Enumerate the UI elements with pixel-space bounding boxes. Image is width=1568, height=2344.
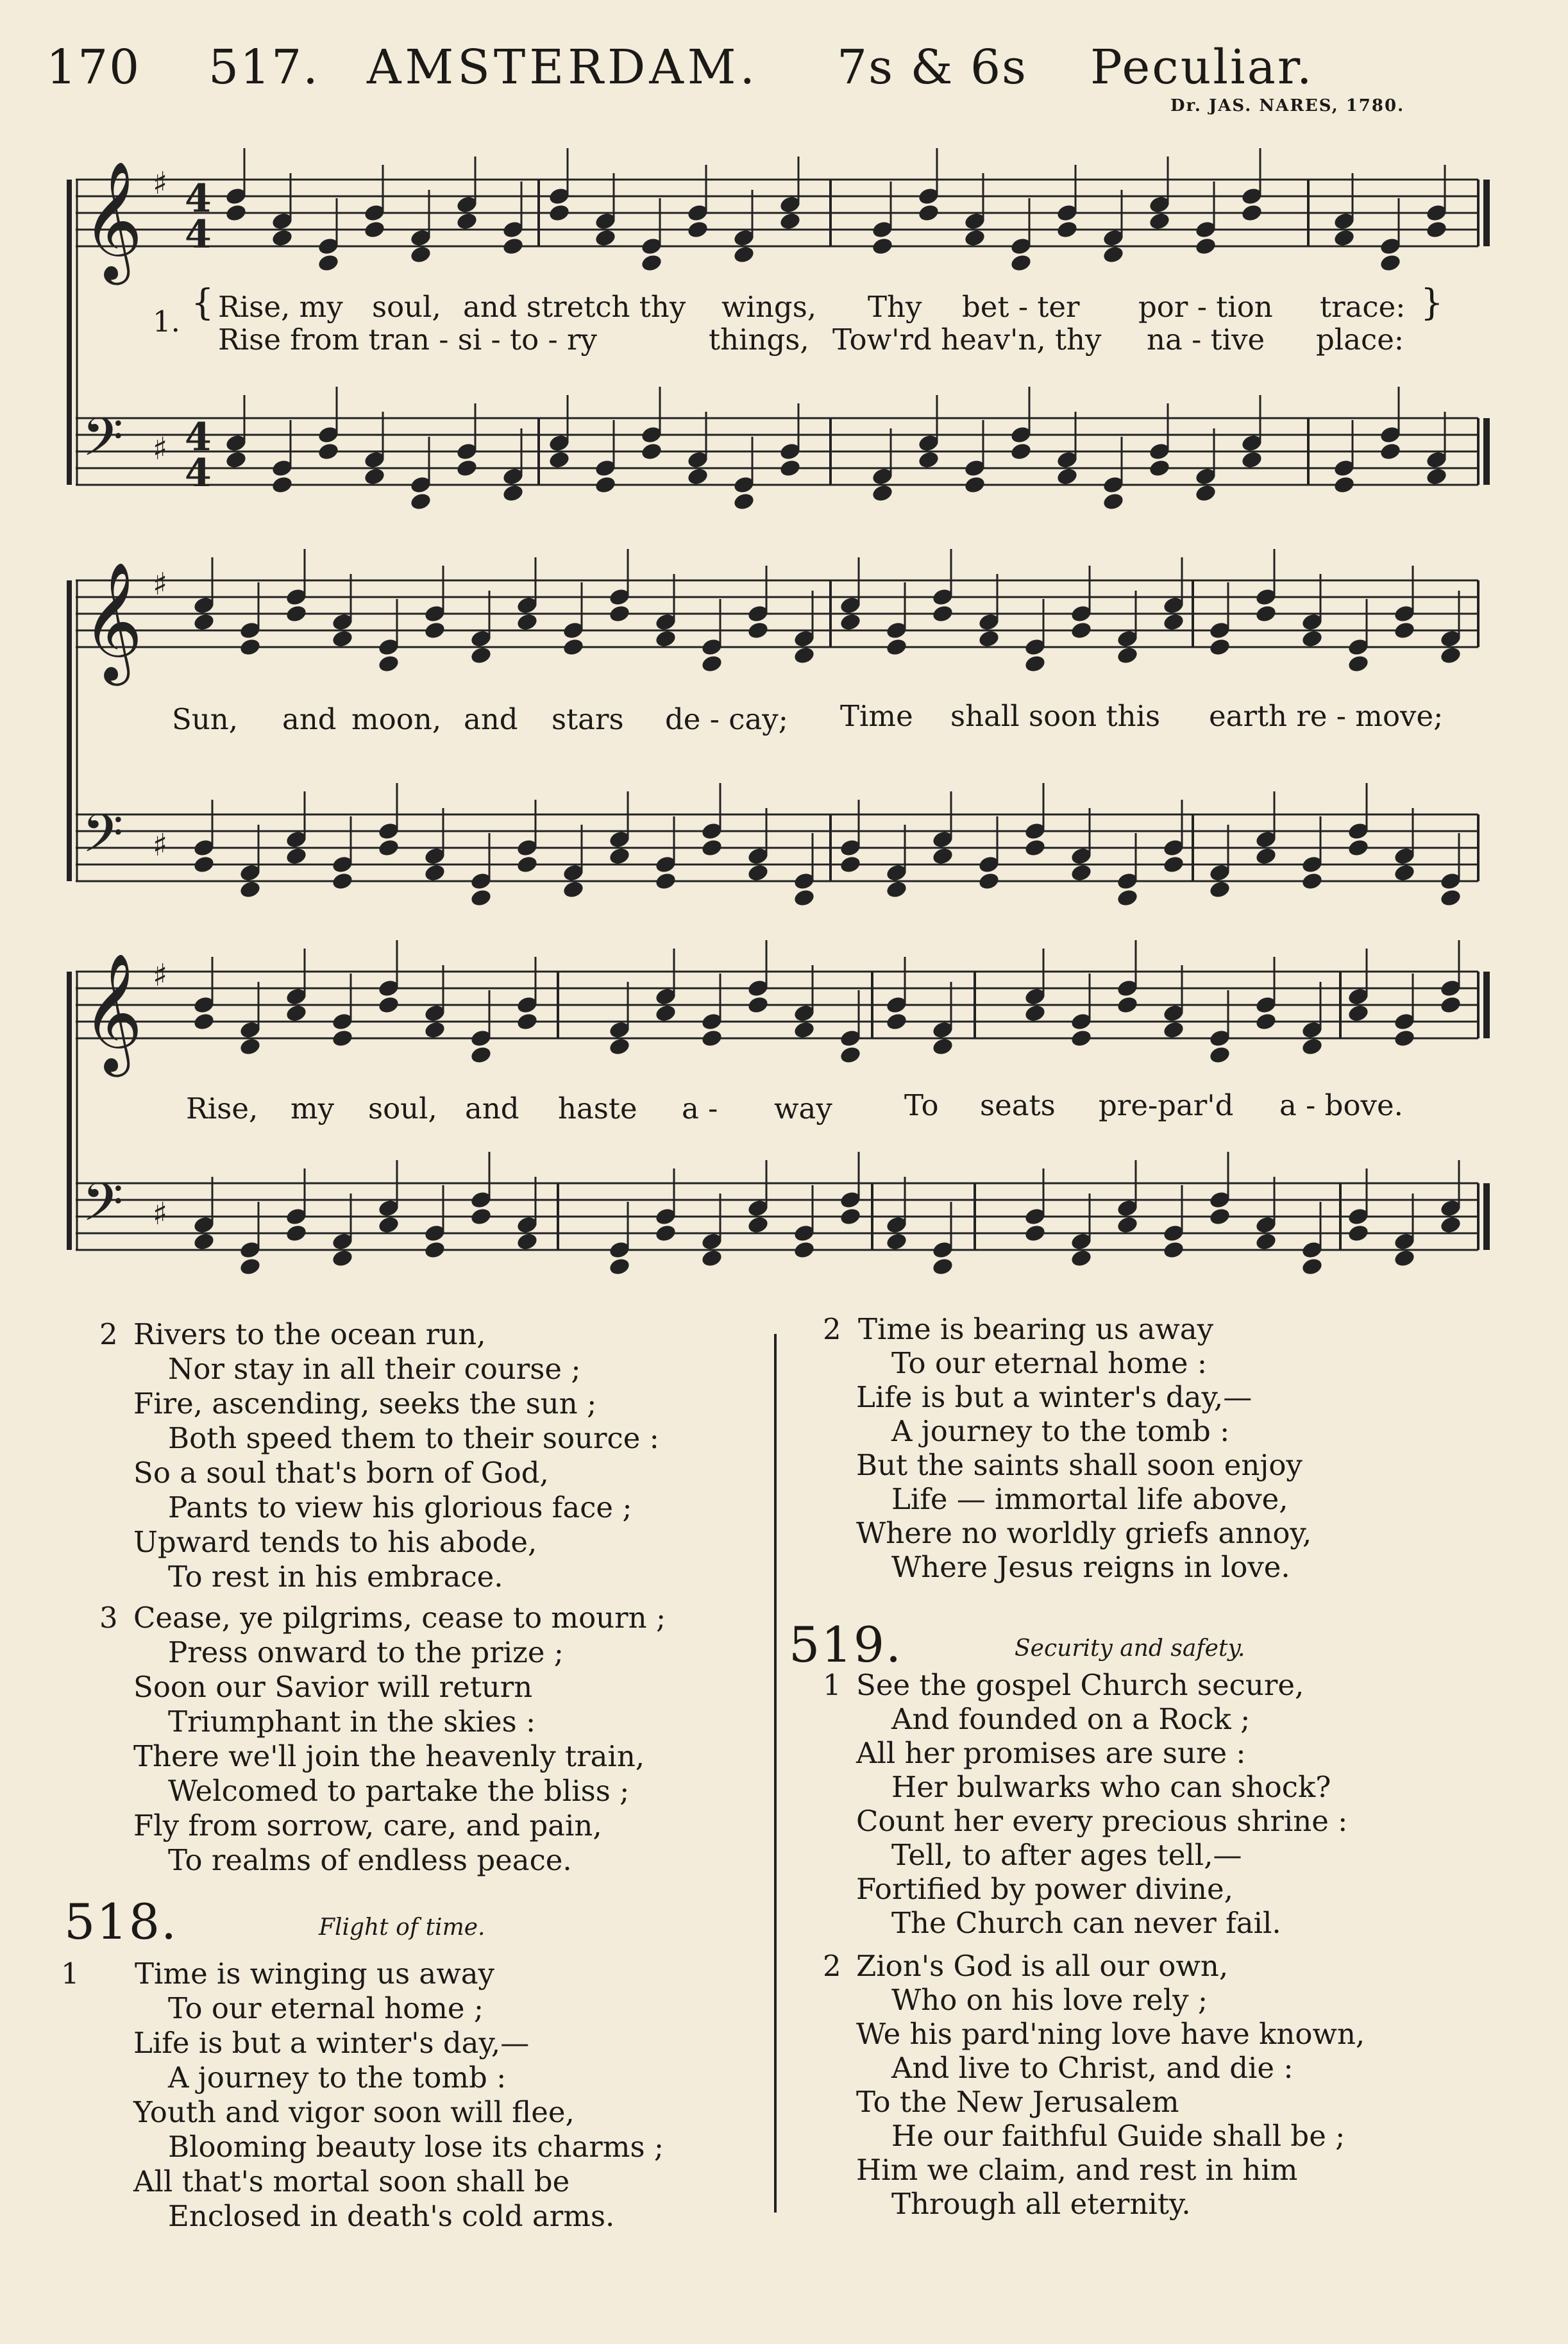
note-head [1194, 484, 1217, 503]
final-bar-line [1483, 972, 1490, 1038]
note-head [224, 450, 248, 470]
note-head [423, 1240, 446, 1260]
verse-line: Zion's God is all our own, [856, 1949, 1229, 1983]
note-head [1116, 888, 1139, 908]
note-head [192, 612, 215, 632]
verse-line: Triumphant in the skies : [168, 1705, 536, 1739]
note-head [1148, 212, 1171, 232]
verse-line: All that's mortal soon shall be [133, 2164, 570, 2198]
note-head [455, 459, 478, 478]
verse-line: Where no worldly griefs annoy, [856, 1516, 1312, 1550]
note-head [608, 1037, 631, 1057]
note-head [377, 1215, 400, 1235]
verse-line: To our eternal home : [891, 1346, 1208, 1380]
note-head [1393, 863, 1416, 883]
verse-line: Blooming beauty lose its charms ; [168, 2130, 664, 2164]
verse-line: All her promises are sure : [856, 1736, 1246, 1770]
note-head [1347, 654, 1370, 674]
note-head [377, 995, 400, 1015]
note-head [793, 646, 816, 666]
lyric-s3-7: way [774, 1092, 832, 1126]
final-bar-line [1483, 180, 1490, 246]
lyric-1-8: trace: [1320, 290, 1406, 324]
verse-line: We his pard'ning love have known, [856, 2017, 1365, 2051]
note-head [700, 1249, 723, 1269]
note-head [746, 1215, 770, 1235]
note-head [1301, 872, 1324, 891]
verse-line: Press onward to the prize ; [168, 1635, 564, 1669]
note-head [192, 1012, 215, 1032]
verse-line: A journey to the tomb : [891, 1414, 1230, 1448]
note-head [1393, 1029, 1416, 1049]
note-head [363, 467, 386, 487]
note-head [931, 1257, 954, 1277]
verse-line: To the New Jerusalem [856, 2085, 1179, 2119]
lyric-s3-5: haste [558, 1092, 637, 1126]
lyric-s3-4: and [465, 1092, 519, 1126]
note-head [732, 492, 755, 512]
stanza-number: 1 [61, 1957, 80, 1991]
note-head [1162, 1240, 1185, 1260]
sharp-icon: ♯ [153, 827, 168, 863]
final-bar-line [1483, 1183, 1490, 1250]
verse-line: Rivers to the ocean run, [133, 1317, 486, 1351]
lyric-1-7: por - tion [1138, 290, 1273, 324]
treble-clef-icon: 𝄞 [82, 952, 143, 1072]
note-head [871, 237, 894, 257]
bass-clef-icon: 𝄢 [82, 406, 124, 481]
note-head [1148, 459, 1171, 478]
verse-line: Both speed them to their source : [168, 1421, 659, 1455]
note-head [1347, 838, 1370, 858]
note-head [654, 629, 677, 649]
verse-line: Fly from sorrow, care, and pain, [133, 1809, 602, 1842]
treble-clef-icon: 𝄞 [82, 160, 143, 280]
time-signature-bottom: 4 [185, 212, 212, 257]
verse-line: Pants to view his glorious face ; [168, 1490, 632, 1524]
verse-line: Cease, ye pilgrims, cease to mourn ; [133, 1601, 666, 1635]
note-head [1240, 450, 1263, 470]
bass-clef-icon: 𝄢 [82, 802, 124, 877]
note-head [1333, 475, 1356, 495]
note-head [1347, 1224, 1370, 1244]
stanza-number: 2 [823, 1312, 841, 1346]
note-head [1116, 1215, 1139, 1235]
lyric-s2-7: Time [840, 699, 913, 733]
note-head [963, 475, 986, 495]
note-head [793, 888, 816, 908]
note-head [423, 621, 446, 641]
note-head [1208, 637, 1231, 657]
note-head [1056, 220, 1079, 240]
verse-line: Enclosed in death's cold arms. [168, 2199, 615, 2233]
lyric-2-1: Rise from tran - si - to - ry [218, 323, 597, 357]
note-head [1301, 629, 1324, 649]
stanza-number: 1 [823, 1668, 841, 1702]
verse-line: There we'll join the heavenly train, [133, 1739, 645, 1773]
note-head [1439, 995, 1462, 1015]
note-head [700, 1029, 723, 1049]
note-head [1194, 237, 1217, 257]
note-head [502, 237, 525, 257]
note-head [1254, 847, 1277, 866]
note-head [285, 1224, 308, 1244]
time-signature-top: 4 [185, 415, 212, 460]
note-head [1379, 253, 1402, 273]
lyric-s3-9: seats [980, 1088, 1056, 1122]
note-head [608, 847, 631, 866]
note-head [917, 203, 940, 223]
note-head [1425, 220, 1448, 240]
verse-line: Life is but a winter's day,— [856, 1380, 1252, 1414]
note-head [1208, 880, 1231, 900]
bass-clef-icon: 𝄢 [82, 1171, 124, 1246]
note-head [640, 253, 663, 273]
lyric-1-4: wings, [721, 290, 817, 324]
verse-line: Fire, ascending, seeks the sun ; [133, 1387, 597, 1421]
hymn-518-number: 518. [64, 1893, 178, 1950]
note-head [931, 604, 954, 624]
note-head [871, 484, 894, 503]
note-head [409, 492, 432, 512]
note-head [1240, 203, 1263, 223]
note-head [331, 1029, 354, 1049]
stanza-number: 2 [823, 1949, 841, 1983]
note-head [317, 442, 340, 462]
verse-line: Where Jesus reigns in love. [891, 1550, 1290, 1584]
note-head [469, 888, 493, 908]
note-head [271, 475, 294, 495]
note-head [562, 637, 585, 657]
stanza-number: 2 [99, 1317, 118, 1351]
note-head [1009, 253, 1033, 273]
note-head [192, 1232, 215, 1252]
note-head [192, 855, 215, 875]
lyric-s3-3: soul, [368, 1092, 437, 1126]
note-head [423, 1020, 446, 1040]
note-head [1102, 245, 1125, 265]
note-head [317, 253, 340, 273]
note-head [1439, 1215, 1462, 1235]
verse-line: Life is but a winter's day,— [133, 2026, 530, 2060]
lyric-1-2: soul, [372, 290, 441, 324]
note-head [654, 1224, 677, 1244]
hymn-519-number: 519. [789, 1616, 903, 1673]
note-head [1379, 442, 1402, 462]
note-head [793, 1020, 816, 1040]
note-head [793, 1240, 816, 1260]
note-head [285, 604, 308, 624]
note-head [917, 450, 940, 470]
note-head [239, 1037, 262, 1057]
note-head [516, 1012, 539, 1032]
sharp-icon: ♯ [153, 957, 168, 993]
note-head [885, 1232, 908, 1252]
hymn-518-topic: Flight of time. [319, 1914, 485, 1941]
lyric-2-3: Tow'rd heav'n, thy [832, 323, 1102, 357]
note-head [1024, 654, 1047, 674]
verse-number: 1. [153, 305, 180, 339]
right-brace: } [1420, 282, 1444, 324]
note-head [1254, 1232, 1277, 1252]
note-head [377, 838, 400, 858]
lyric-s2-8: shall soon this [950, 699, 1161, 733]
time-signature-bottom: 4 [185, 451, 212, 496]
note-head [746, 995, 770, 1015]
note-head [1301, 1037, 1324, 1057]
verse-line: Through all eternity. [891, 2187, 1191, 2221]
lyric-s2-3: moon, [351, 702, 442, 736]
note-head [271, 228, 294, 248]
note-head [1208, 1207, 1231, 1227]
note-head [377, 654, 400, 674]
lyric-1-1: Rise, my [218, 290, 343, 324]
note-head [423, 863, 446, 883]
note-head [640, 442, 663, 462]
note-head [1439, 888, 1462, 908]
note-head [516, 855, 539, 875]
note-head [885, 880, 908, 900]
note-head [1024, 838, 1047, 858]
lyric-s3-1: Rise, [186, 1092, 258, 1126]
lyric-s2-1: Sun, [172, 702, 239, 736]
note-head [239, 1257, 262, 1277]
composer: Dr. JAS. NARES, 1780. [1170, 96, 1405, 115]
verse-line: To realms of endless peace. [168, 1843, 572, 1877]
note-head [331, 629, 354, 649]
time-signature-top: 4 [185, 176, 212, 221]
note-head [1439, 646, 1462, 666]
verse-line: Fortified by power divine, [856, 1872, 1233, 1906]
sharp-icon: ♯ [153, 566, 168, 602]
note-head [285, 847, 308, 866]
note-head [1393, 621, 1416, 641]
lyric-1-5: Thy [868, 290, 922, 324]
lyric-s2-9: earth re - move; [1209, 699, 1444, 733]
note-head [548, 450, 571, 470]
note-head [1024, 1004, 1047, 1024]
sharp-icon: ♯ [153, 165, 168, 201]
note-head [1070, 1249, 1093, 1269]
note-head [931, 1037, 954, 1057]
note-head [1070, 1029, 1093, 1049]
note-head [1162, 612, 1185, 632]
verse-line: And founded on a Rock ; [891, 1702, 1251, 1736]
verse-line: So a soul that's born of God, [133, 1456, 549, 1490]
verse-line: To rest in his embrace. [168, 1560, 503, 1594]
note-head [885, 637, 908, 657]
lyric-1-3: and stretch thy [463, 290, 686, 324]
note-head [839, 1045, 862, 1065]
column-divider [774, 1334, 777, 2213]
verse-line: He our faithful Guide shall be ; [891, 2119, 1345, 2153]
note-head [516, 612, 539, 632]
sharp-icon: ♯ [153, 431, 168, 467]
note-head [1393, 1249, 1416, 1269]
verse-line: Nor stay in all their course ; [168, 1352, 581, 1386]
note-head [608, 604, 631, 624]
verse-line: A journey to the tomb : [168, 2061, 507, 2095]
final-bar-line [1483, 418, 1490, 485]
note-head [839, 1207, 862, 1227]
note-head [331, 872, 354, 891]
stanza-number: 3 [99, 1601, 118, 1635]
verse-line: But the saints shall soon enjoy [856, 1448, 1302, 1482]
note-head [1070, 621, 1093, 641]
note-head [839, 612, 862, 632]
note-head [1102, 492, 1125, 512]
note-head [1425, 467, 1448, 487]
lyric-s3-10: pre-par'd [1099, 1088, 1234, 1122]
note-head [686, 220, 709, 240]
note-head [516, 1232, 539, 1252]
note-head [746, 863, 770, 883]
note-head [1254, 1012, 1277, 1032]
note-head [779, 459, 802, 478]
treble-clef-icon: 𝄞 [82, 561, 143, 680]
note-head [963, 228, 986, 248]
verse-line: Life — immortal life above, [891, 1482, 1288, 1516]
note-head [746, 621, 770, 641]
note-head [779, 212, 802, 232]
meter: 7s & 6s [837, 40, 1028, 95]
page-number: 170 [46, 40, 141, 95]
hymn-number: 517. [208, 40, 319, 95]
verse-line: To our eternal home ; [168, 1991, 484, 2025]
verse-line: Youth and vigor soon will flee, [133, 2095, 575, 2129]
note-head [839, 855, 862, 875]
note-head [594, 475, 617, 495]
note-head [469, 1045, 493, 1065]
lyric-2-5: place: [1316, 323, 1404, 357]
note-head [1056, 467, 1079, 487]
note-head [548, 203, 571, 223]
note-head [654, 1004, 677, 1024]
lyric-s2-6: de - cay; [665, 702, 788, 736]
note-head [1024, 1224, 1047, 1244]
note-head [1208, 1045, 1231, 1065]
verse-line: Tell, to after ages tell,— [891, 1838, 1242, 1872]
lyric-s3-11: a - bove. [1279, 1088, 1403, 1122]
verse-line: Her bulwarks who can shock? [891, 1770, 1331, 1804]
verse-line: Welcomed to partake the bliss ; [168, 1774, 630, 1808]
note-head [654, 872, 677, 891]
note-head [700, 654, 723, 674]
note-head [363, 220, 386, 240]
note-head [732, 245, 755, 265]
note-head [1009, 442, 1033, 462]
note-head [885, 1012, 908, 1032]
lyric-s2-2: and [282, 702, 337, 736]
note-head [562, 880, 585, 900]
verse-line: See the gospel Church secure, [856, 1668, 1304, 1702]
note-head [608, 1257, 631, 1277]
left-brace: { [191, 282, 214, 324]
note-head [224, 203, 248, 223]
note-head [455, 212, 478, 232]
lyric-s2-4: and [464, 702, 518, 736]
note-head [409, 245, 432, 265]
verse-line: Time is bearing us away [858, 1312, 1214, 1346]
note-head [1162, 855, 1185, 875]
note-head [1070, 863, 1093, 883]
verse-line: Count her every precious shrine : [856, 1804, 1348, 1838]
note-head [502, 484, 525, 503]
lyric-s3-6: a - [682, 1092, 718, 1126]
lyric-2-2: things, [709, 323, 809, 357]
lyric-2-4: na - tive [1147, 323, 1265, 357]
verse-line: Soon our Savior will return [133, 1670, 533, 1704]
note-head [686, 467, 709, 487]
verse-line: Time is winging us away [135, 1957, 494, 1991]
note-head [331, 1249, 354, 1269]
note-head [700, 838, 723, 858]
lyric-s3-8: To [904, 1088, 939, 1122]
note-head [977, 629, 1000, 649]
verse-line: Upward tends to his abode, [133, 1525, 537, 1559]
verse-line: Him we claim, and rest in him [856, 2153, 1298, 2187]
tune-name: AMSTERDAM. [367, 40, 759, 95]
verse-line: Who on his love rely ; [891, 1983, 1208, 2017]
note-head [469, 646, 493, 666]
lyric-s2-5: stars [552, 702, 624, 736]
note-head [469, 1207, 493, 1227]
verse-line: The Church can never fail. [891, 1906, 1281, 1940]
note-head [1116, 995, 1139, 1015]
note-head [594, 228, 617, 248]
note-head [239, 880, 262, 900]
note-head [1347, 1004, 1370, 1024]
note-head [1254, 604, 1277, 624]
note-head [285, 1004, 308, 1024]
note-head [1116, 646, 1139, 666]
note-head [1333, 228, 1356, 248]
note-head [1162, 1020, 1185, 1040]
meter-note: Peculiar. [1090, 40, 1314, 95]
verse-line: And live to Christ, and die : [891, 2051, 1294, 2085]
note-head [239, 637, 262, 657]
note-head [977, 872, 1000, 891]
hymn-519-topic: Security and safety. [1015, 1635, 1245, 1662]
lyric-s3-2: my [291, 1092, 335, 1126]
note-head [1301, 1257, 1324, 1277]
sharp-icon: ♯ [153, 1196, 168, 1232]
lyric-1-6: bet - ter [962, 290, 1080, 324]
note-head [931, 847, 954, 866]
